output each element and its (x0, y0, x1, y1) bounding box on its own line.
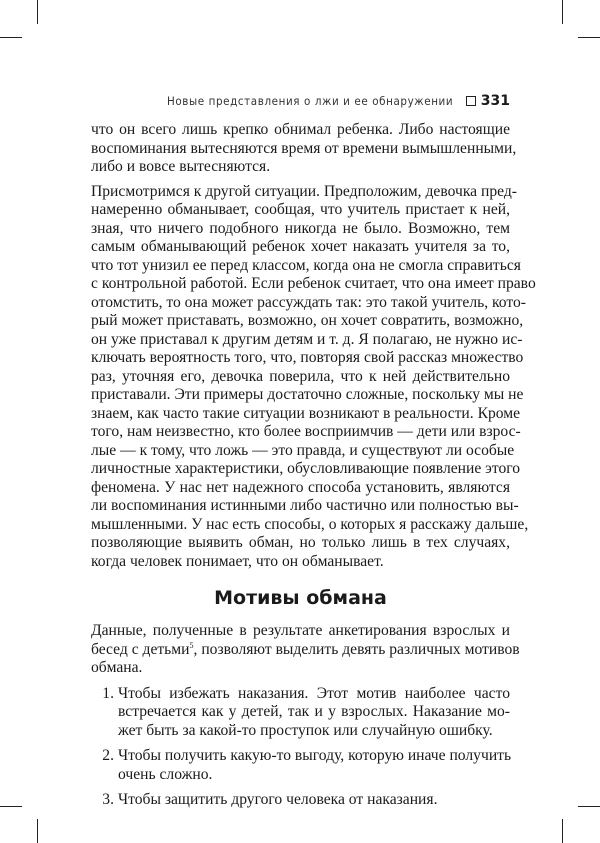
crop-mark (37, 819, 38, 843)
list-item (91, 791, 510, 810)
text-line: Чтобы получить какую-то выгоду, которую иначе получить (118, 747, 512, 764)
text-line: Присмотримся к другой ситуации. Предположим, девочка пред- (91, 182, 517, 200)
text-line (91, 640, 520, 660)
crop-mark (578, 37, 600, 38)
running-title: Новые представления о лжи и ее обнаружении (167, 94, 454, 108)
page-number: 331 (480, 93, 510, 109)
text-line: знаем, как часто такие ситуации возникают в реальности. Кроме (91, 404, 521, 422)
list-item-text (118, 747, 511, 784)
running-header (91, 92, 510, 110)
text-line: отомстить, то она может рассуждать так: это такой учитель, кото- (91, 293, 526, 311)
list-number: 1. (102, 684, 114, 702)
text-line: раз, уточняя его, девочка поверила, что к ней действительно (91, 367, 510, 385)
text-line: лые — к тому, что ложь — это правда, и существуют ли особые (91, 441, 515, 459)
text-line: что он всего лишь крепко обнимал ребенка. Либо настоящие (91, 121, 510, 138)
text-line: жет быть за какой-то проступок или случайную ошибку. (118, 721, 493, 739)
list-item (91, 747, 510, 784)
text-line: встречается как у детей, так и у взрослых. Наказание мо- (118, 703, 510, 720)
text-line: Чтобы избежать наказания. Этот мотив наиболее часто (118, 684, 510, 702)
list-item-text (118, 685, 510, 741)
square-bullet-icon (466, 96, 476, 106)
text-line: воспоминания вытесняются время от времени вымышленными, (91, 139, 517, 157)
list-number: 2. (102, 747, 114, 764)
text-line: ли воспоминания истинными либо частично или полностью вы- (91, 497, 519, 514)
paragraph (91, 182, 536, 572)
crop-mark (562, 0, 563, 24)
text-line: Данные, полученные в результате анкетирования взрослых и (91, 622, 510, 639)
text-line: феномена. У нас нет надежного способа установить, являются (91, 478, 510, 496)
page-body (91, 121, 536, 810)
section-heading: Мотивы обмана (214, 587, 387, 609)
text-line: зная, что ничего подобного никогда не было. Возможно, тем (91, 219, 510, 237)
text-line: того, нам неизвестно, кто более восприимчив — дети или взрос- (91, 423, 521, 440)
paragraph (91, 121, 517, 177)
text-line: ключать вероятность того, что, повторяя свой рассказ множество (91, 349, 524, 366)
section-intro (91, 622, 520, 678)
text-line: что тот унизил ее перед классом, когда она не смогла справиться (91, 256, 521, 274)
crop-mark (37, 0, 38, 24)
text-line: очень сложно. (118, 765, 213, 783)
text-line: Чтобы защитить другого человека от наказания. (118, 791, 438, 808)
crop-mark (0, 37, 22, 38)
text-line: с контрольной работой. Если ребенок считает, что она имеет право (91, 275, 536, 292)
text-line: личностные характеристики, обусловливающие появление этого (91, 460, 521, 477)
list-item (91, 685, 510, 741)
text-line: он уже приставал к другим детям и т. д. Я полагаю, не нужно ис- (91, 330, 523, 348)
text-line: намеренно обманывает, сообщая, что учитель пристает к ней, (91, 201, 510, 218)
text-line: либо и вовсе вытесняются. (91, 158, 271, 175)
text-line: самым обманывающий ребенок хочет наказать учителя за то, (91, 238, 510, 255)
text-line: рый может приставать, возможно, он хочет совратить, возможно, (91, 312, 524, 329)
text-fragment: бесед с детьми (91, 640, 190, 658)
text-line: когда человек понимает, что он обманывает. (91, 552, 384, 570)
text-line: обмана. (91, 659, 143, 676)
crop-mark (0, 806, 22, 807)
crop-mark (562, 819, 563, 843)
motives-list (91, 685, 510, 810)
footnote-ref: 5 (189, 640, 194, 650)
text-line: приставали. Эти примеры достаточно сложные, поскольку мы не (91, 386, 524, 403)
text-line: мышленными. У нас есть способы, о которых я расскажу дальше, (91, 515, 529, 533)
list-item-text (118, 791, 510, 810)
text-fragment: , позволяют выделить девять различных мотивов (193, 640, 520, 658)
crop-mark (578, 806, 600, 807)
list-number: 3. (102, 791, 114, 808)
text-line: позволяющие выявить обман, но только лишь в тех случаях, (91, 534, 510, 551)
